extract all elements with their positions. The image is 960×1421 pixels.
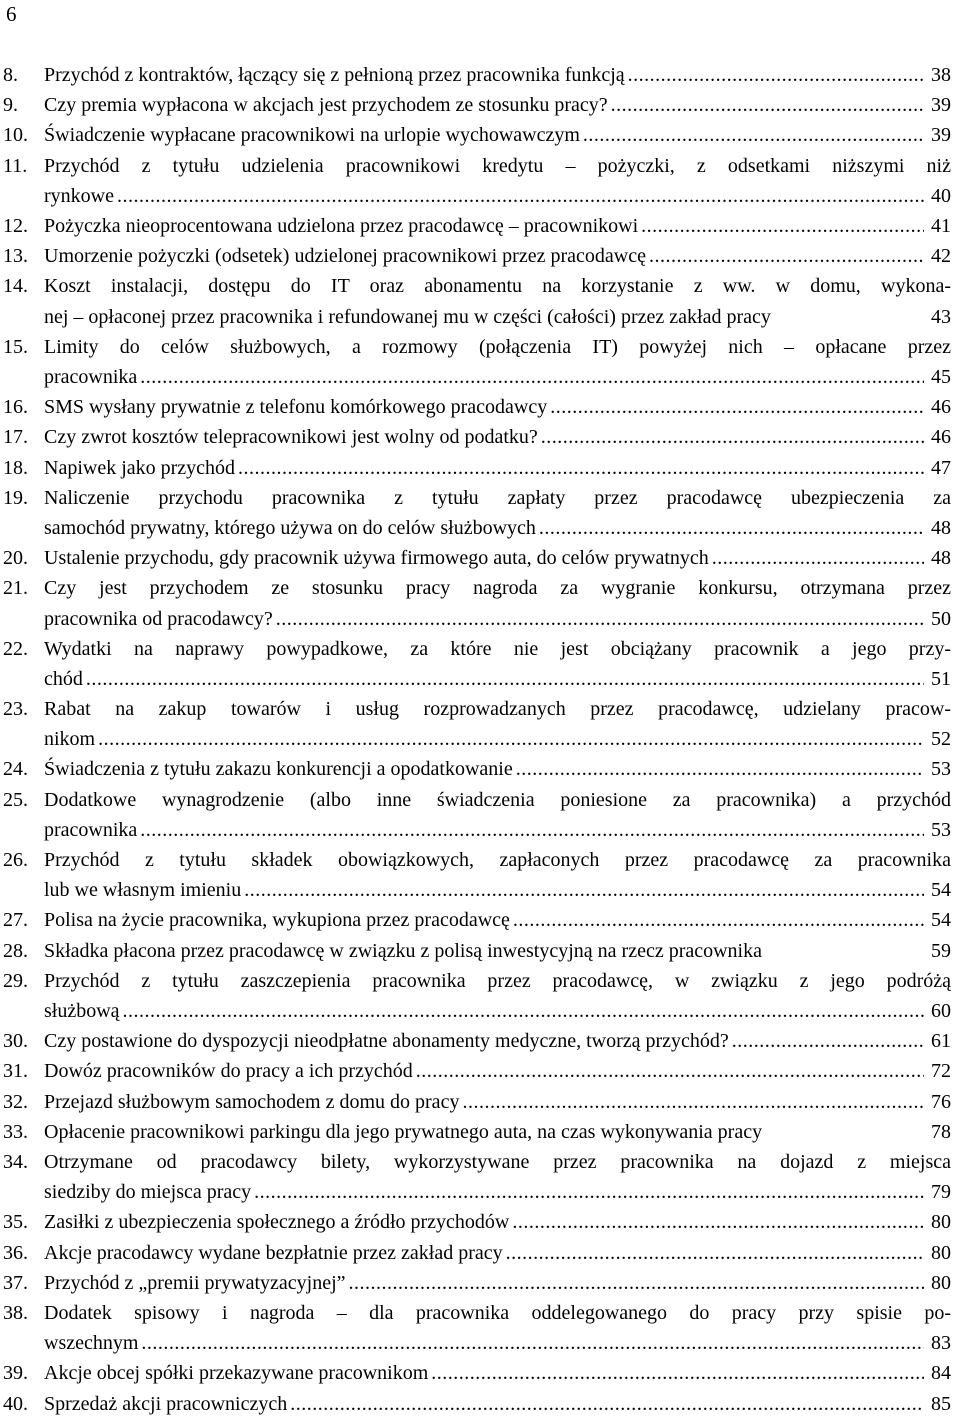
toc-entry-body	[44, 1147, 955, 1207]
toc-entry-last-line	[44, 1328, 951, 1358]
toc-entry-last-line	[44, 362, 951, 392]
toc-entry	[3, 151, 955, 211]
toc-entry-body	[44, 785, 955, 845]
toc-entry-page: 59	[931, 939, 951, 962]
toc-entry-title-line: Czy jest przychodem ze stosunku pracy nagroda za wygranie konkursu, otrzymana przez	[44, 577, 951, 600]
toc-entry-title: pracownika	[44, 365, 138, 388]
dot-leader	[512, 1207, 924, 1237]
toc-entry-title: nikom	[44, 728, 96, 751]
toc-entry-page: 61	[931, 1030, 951, 1053]
dot-leader	[140, 815, 924, 845]
toc-entry-title-line: Dodatek spisowy i nagroda – dla pracownika oddelegowanego do pracy przy spisie po-	[44, 1301, 951, 1324]
dot-leader	[649, 241, 924, 271]
toc-entry-body	[44, 966, 955, 1026]
dot-leader	[244, 875, 924, 905]
toc-entry-number: 13.	[3, 245, 28, 268]
toc-entry-body	[44, 151, 955, 211]
dot-leader	[628, 60, 924, 90]
toc-entry-number: 31.	[3, 1060, 28, 1083]
toc-entry	[3, 211, 955, 241]
toc-entry-title: Polisa na życie pracownika, wykupiona przez pracodawcę	[44, 909, 510, 932]
toc-entry-body	[44, 754, 955, 784]
toc-entry-title: Umorzenie pożyczki (odsetek) udzielonej pracownikowi przez pracodawcę	[44, 245, 646, 268]
toc-entry-title: Czy premia wypłacona w akcjach jest przychodem ze stosunku pracy?	[44, 94, 608, 117]
toc-entry-title-line: Wydatki na naprawy powypadkowe, za które nie jest obciążany pracownik a jego przy-	[44, 637, 951, 660]
dot-leader	[513, 905, 924, 935]
toc-entry-body	[44, 1087, 955, 1117]
toc-entry	[3, 241, 955, 271]
toc-entry-last-line	[44, 513, 951, 543]
toc-entry-title-line: Przychód z tytułu zaszczepienia pracownika przez pracodawcę, w związku z jego podróżą	[44, 969, 951, 992]
dot-leader	[276, 604, 924, 634]
toc-entry-body	[44, 1389, 955, 1419]
toc-entry-number: 17.	[3, 426, 28, 449]
toc-entry	[3, 785, 955, 845]
toc-entry-number: 36.	[3, 1241, 28, 1264]
toc-entry-last-line	[44, 724, 951, 754]
toc-entry	[3, 1147, 955, 1207]
dot-leader	[98, 724, 924, 754]
toc-entry-title: Świadczenie wypłacane pracownikowi na urlopie wychowawczym	[44, 124, 580, 147]
toc-entry	[3, 1056, 955, 1086]
toc-entry	[3, 1207, 955, 1237]
dot-leader	[117, 181, 924, 211]
toc-entry-page: 48	[931, 547, 951, 570]
dot-leader	[416, 1056, 924, 1086]
toc-entry-page: 85	[931, 1392, 951, 1415]
toc-entry-last-line	[44, 1026, 951, 1056]
toc-entry-number: 34.	[3, 1151, 28, 1173]
toc-entry-page: 46	[931, 426, 951, 449]
toc-entry-title: Przychód z „premii prywatyzacyjnej”	[44, 1271, 346, 1294]
toc-entry-number: 12.	[3, 214, 28, 237]
toc-entry-page: 42	[931, 245, 951, 268]
dot-leader	[583, 120, 924, 150]
toc-entry-last-line	[44, 1238, 951, 1268]
toc-entry-last-line	[44, 422, 951, 452]
toc-entry-page: 53	[931, 818, 951, 841]
toc-entry-number: 8.	[3, 64, 18, 86]
toc-entry-last-line	[44, 543, 951, 573]
toc-entry-number: 40.	[3, 1392, 28, 1415]
toc-entry-body	[44, 694, 955, 754]
toc-entry-number: 38.	[3, 1301, 28, 1324]
toc-entry-page: 38	[931, 64, 951, 86]
toc-entry-title: SMS wysłany prywatnie z telefonu komórkowego pracodawcy	[44, 396, 548, 419]
dot-leader	[123, 996, 924, 1026]
toc-entry-page: 76	[931, 1090, 951, 1113]
toc-entry-last-line	[44, 664, 951, 694]
toc-entry-page: 51	[931, 667, 951, 690]
toc-entry	[3, 1358, 955, 1388]
toc-entry-last-line	[44, 905, 951, 935]
toc-entry-title-line: Koszt instalacji, dostępu do IT oraz abonamentu na korzystanie z ww. w domu, wykona-	[44, 275, 951, 298]
toc-entry	[3, 543, 955, 573]
toc-entry	[3, 90, 955, 120]
toc-entry-page: 40	[931, 184, 951, 207]
toc-entry-title: Dowóz pracowników do pracy a ich przychód	[44, 1060, 413, 1083]
toc-entry-last-line	[44, 241, 951, 271]
toc-entry-title: Czy zwrot kosztów telepracownikowi jest wolny od podatku?	[44, 426, 538, 449]
toc-entry-body	[44, 905, 955, 935]
toc-entry-body	[44, 1207, 955, 1237]
toc-entry-last-line	[44, 875, 951, 905]
toc-entry-number: 25.	[3, 788, 28, 811]
toc-entry-title-line: Dodatkowe wynagrodzenie (albo inne świadczenia poniesione za pracownika) a przychód	[44, 788, 951, 811]
toc-entry	[3, 483, 955, 543]
toc-entry-title: siedziby do miejsca pracy	[44, 1181, 252, 1204]
toc-entry-page: 78	[931, 1120, 951, 1143]
toc-entry-last-line	[44, 1389, 951, 1419]
toc-entry-page: 48	[931, 516, 951, 539]
toc-entry-page: 52	[931, 728, 951, 751]
toc-entry-page: 72	[931, 1060, 951, 1083]
dot-leader	[462, 1087, 924, 1117]
dot-leader	[349, 1268, 924, 1298]
toc-entry-last-line	[44, 90, 951, 120]
toc-entry	[3, 754, 955, 784]
toc-entry-title: pracownika od pracodawcy?	[44, 607, 273, 630]
toc-entry	[3, 1298, 955, 1358]
toc-entry-last-line	[44, 120, 951, 150]
toc-entry-body	[44, 60, 955, 90]
toc-entry-body	[44, 1117, 955, 1147]
toc-entry-page: 47	[931, 456, 951, 479]
toc-entry-body	[44, 453, 955, 483]
toc-entry-body	[44, 422, 955, 452]
toc-entry-page: 79	[931, 1181, 951, 1204]
toc-entry	[3, 845, 955, 905]
toc-entry	[3, 1026, 955, 1056]
toc-entry-body	[44, 543, 955, 573]
toc-entry-page: 60	[931, 1000, 951, 1022]
toc-entry-last-line	[44, 996, 951, 1026]
toc-entry-body	[44, 1026, 955, 1056]
dot-leader	[290, 1389, 924, 1419]
dot-leader	[541, 422, 924, 452]
toc-entry-title-line: Przychód z tytułu składek obowiązkowych, zapłaconych przez pracodawcę za pracownika	[44, 849, 951, 872]
dot-leader	[516, 754, 924, 784]
dot-leader	[238, 453, 924, 483]
dot-leader	[506, 1238, 924, 1268]
toc-entry	[3, 1117, 955, 1147]
toc-entry-last-line	[44, 453, 951, 483]
toc-entry	[3, 1389, 955, 1419]
toc-entry-page: 39	[931, 124, 951, 147]
toc-entry-title-line: Limity do celów służbowych, a rozmowy (połączenia IT) powyżej nich – opłacane przez	[44, 335, 951, 358]
toc-entry-number: 35.	[3, 1211, 28, 1234]
toc-entry-last-line	[44, 392, 951, 422]
toc-entry-page: 43	[931, 305, 951, 328]
toc-entry-last-line	[44, 1177, 951, 1207]
toc-entry-title: Sprzedaż akcji pracowniczych	[44, 1392, 288, 1415]
toc-entry	[3, 453, 955, 483]
toc-entry-number: 15.	[3, 335, 28, 358]
dot-leader	[86, 664, 924, 694]
toc-entry-number: 27.	[3, 909, 28, 932]
toc-entry-number: 26.	[3, 849, 28, 872]
toc-entry-title: pracownika	[44, 818, 138, 841]
toc-entry-title: Przejazd służbowym samochodem z domu do pracy	[44, 1090, 460, 1113]
toc-entry-number: 33.	[3, 1120, 28, 1143]
toc-entry-number: 19.	[3, 486, 28, 509]
toc-entry-number: 32.	[3, 1090, 28, 1113]
toc-entry-last-line	[44, 211, 951, 241]
toc-entry-number: 11.	[3, 154, 28, 177]
toc-entry	[3, 1268, 955, 1298]
toc-entry-last-line	[44, 604, 951, 634]
toc-entry-page: 39	[931, 94, 951, 117]
toc-entry-last-line	[44, 1087, 951, 1117]
toc-entry-number: 14.	[3, 275, 28, 298]
toc-entry	[3, 936, 955, 966]
toc-entry-title: Zasiłki z ubezpieczenia społecznego a źródło przychodów	[44, 1211, 510, 1234]
toc-entry-title-line: Rabat na zakup towarów i usług rozprowadzanych przez pracodawcę, udzielany pracow-	[44, 698, 951, 721]
toc-entry-last-line	[44, 754, 951, 784]
toc-entry-page: 80	[931, 1271, 951, 1294]
toc-entry-page: 54	[931, 909, 951, 932]
toc-entry-title: nej – opłaconej przez pracownika i refundowanej mu w części (całości) przez zakład pracy	[44, 305, 771, 328]
toc-entry-title: lub we własnym imieniu	[44, 879, 242, 902]
toc-entry-body	[44, 211, 955, 241]
dot-leader	[431, 1358, 924, 1388]
toc-entry	[3, 120, 955, 150]
dot-leader	[641, 211, 924, 241]
toc-entry-body	[44, 845, 955, 905]
dot-leader	[611, 90, 924, 120]
toc-entry-title: Pożyczka nieoprocentowana udzielona przez pracodawcę – pracownikowi	[44, 214, 639, 237]
toc-entry-title: Składka płacona przez pracodawcę w związku z polisą inwestycyjną na rzecz pracownika	[44, 939, 762, 962]
toc-entry-last-line	[44, 1358, 951, 1388]
toc-entry-title: Czy postawione do dyspozycji nieodpłatne abonamenty medyczne, tworzą przychód?	[44, 1030, 729, 1053]
toc-entry	[3, 1238, 955, 1268]
page-number: 6	[6, 2, 17, 26]
toc-entry-last-line	[44, 60, 951, 90]
toc-entry-body	[44, 271, 955, 331]
toc-entry-body	[44, 1056, 955, 1086]
toc-entry	[3, 1087, 955, 1117]
dot-leader	[539, 513, 924, 543]
toc-entry-last-line	[44, 1056, 951, 1086]
toc-entry-number: 23.	[3, 698, 28, 721]
toc-entry-body	[44, 1268, 955, 1298]
toc-entry-number: 16.	[3, 396, 28, 419]
toc-entry-page: 83	[931, 1332, 951, 1355]
toc-entry-body	[44, 634, 955, 694]
toc-entry-title: Akcje obcej spółki przekazywane pracownikom	[44, 1362, 429, 1385]
toc-entry	[3, 60, 955, 90]
toc-entry-page: 45	[931, 365, 951, 388]
toc-entry-title-line: Otrzymane od pracodawcy bilety, wykorzystywane przez pracownika na dojazd z miejsca	[44, 1151, 951, 1173]
toc-entry-title: Akcje pracodawcy wydane bezpłatnie przez zakład pracy	[44, 1241, 503, 1264]
toc-entry-number: 20.	[3, 547, 28, 570]
toc-entry-last-line	[44, 1117, 951, 1147]
toc-entry-page: 84	[931, 1362, 951, 1385]
toc-entry-title: rynkowe	[44, 184, 114, 207]
toc-entry-body	[44, 241, 955, 271]
toc-entry-title: Przychód z kontraktów, łączący się z pełnioną przez pracownika funkcją	[44, 64, 625, 86]
toc-entry-number: 10.	[3, 124, 28, 147]
toc-entry-number: 29.	[3, 969, 28, 992]
toc-entry-title: Ustalenie przychodu, gdy pracownik używa firmowego auta, do celów prywatnych	[44, 547, 709, 570]
toc-entry-page: 41	[931, 214, 951, 237]
toc-entry-body	[44, 936, 955, 966]
dot-leader	[712, 543, 924, 573]
toc-entry-body	[44, 573, 955, 633]
toc-entry-page: 53	[931, 758, 951, 781]
toc-entry-page: 80	[931, 1211, 951, 1234]
dot-leader	[140, 362, 924, 392]
toc-entry-title: samochód prywatny, którego używa on do celów służbowych	[44, 516, 536, 539]
toc-entry	[3, 966, 955, 1026]
toc-entry-number: 37.	[3, 1271, 28, 1294]
toc-entry	[3, 271, 955, 331]
toc-entry-title-line: Naliczenie przychodu pracownika z tytułu zapłaty przez pracodawcę ubezpieczenia za	[44, 486, 951, 509]
toc-entry-body	[44, 1298, 955, 1358]
toc-entry-number: 21.	[3, 577, 28, 600]
toc-entry-page: 50	[931, 607, 951, 630]
toc-entry-last-line	[44, 181, 951, 211]
toc-entry-last-line	[44, 815, 951, 845]
toc-entry	[3, 905, 955, 935]
toc-entry-number: 9.	[3, 94, 18, 117]
toc-entry-last-line	[44, 936, 951, 966]
toc-entry-last-line	[44, 1268, 951, 1298]
toc-entry-title: Świadczenia z tytułu zakazu konkurencji a opodatkowanie	[44, 758, 513, 781]
toc-entry-title: wszechnym	[44, 1332, 139, 1355]
toc-entry-title-line: Przychód z tytułu udzielenia pracownikowi kredytu – pożyczki, z odsetkami niższymi niż	[44, 154, 951, 177]
dot-leader	[550, 392, 924, 422]
toc-entry-last-line	[44, 302, 951, 332]
dot-leader	[254, 1177, 924, 1207]
dot-leader	[732, 1026, 924, 1056]
toc-entry-page: 54	[931, 879, 951, 902]
toc-entry	[3, 573, 955, 633]
toc-entry-body	[44, 392, 955, 422]
toc-entry-title: chód	[44, 667, 83, 690]
toc-entry-number: 28.	[3, 939, 28, 962]
toc-entry-title: Napiwek jako przychód	[44, 456, 236, 479]
toc-entry	[3, 392, 955, 422]
toc-entry	[3, 634, 955, 694]
toc-entry	[3, 332, 955, 392]
toc-entry-body	[44, 1358, 955, 1388]
toc-entry-number: 39.	[3, 1362, 28, 1385]
toc-entry-page: 46	[931, 396, 951, 419]
toc-entry-page: 80	[931, 1241, 951, 1264]
toc-entry-title: Opłacenie pracownikowi parkingu dla jego prywatnego auta, na czas wykonywania pracy	[44, 1120, 763, 1143]
toc-entry	[3, 694, 955, 754]
toc-entry-number: 18.	[3, 456, 28, 479]
toc-entry-last-line	[44, 1207, 951, 1237]
toc-entry-body	[44, 120, 955, 150]
dot-leader	[141, 1328, 924, 1358]
toc-entry-number: 24.	[3, 758, 28, 781]
toc-entry-number: 22.	[3, 637, 28, 660]
toc-entry-number: 30.	[3, 1030, 28, 1053]
toc-entry-title: służbową	[44, 1000, 120, 1022]
toc-entry-body	[44, 1238, 955, 1268]
toc-entry-body	[44, 332, 955, 392]
toc-entry-body	[44, 90, 955, 120]
toc-entry	[3, 422, 955, 452]
table-of-contents	[3, 60, 955, 1419]
toc-entry-body	[44, 483, 955, 543]
